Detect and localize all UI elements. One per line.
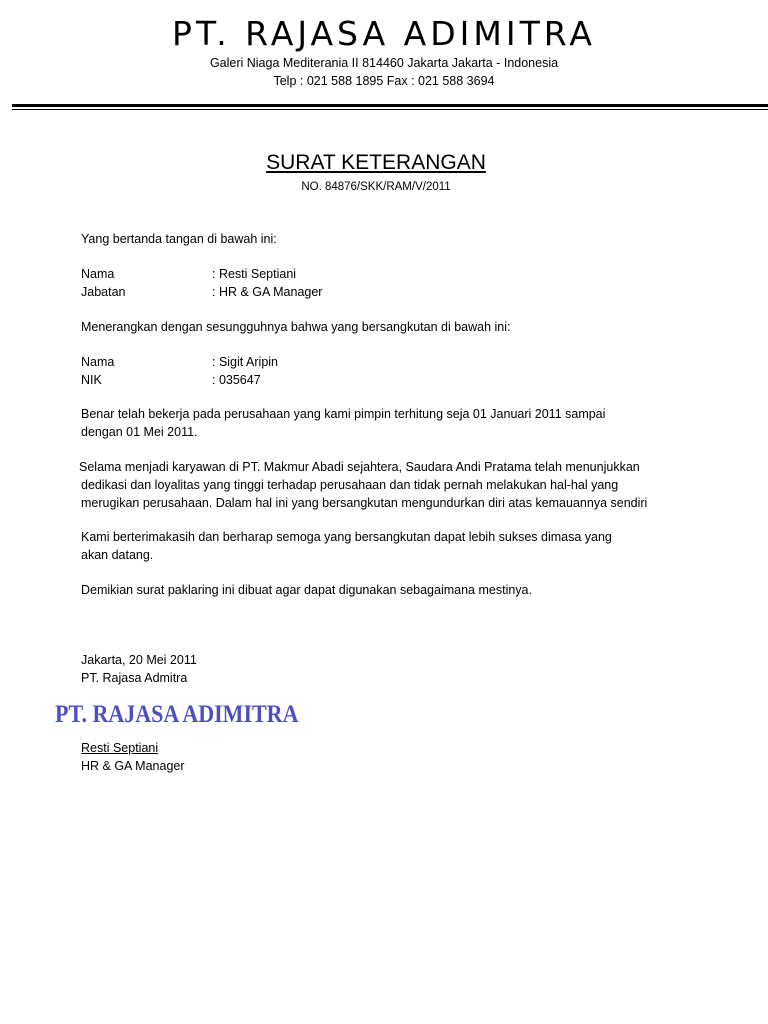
signer-name-value: : Resti Septiani: [212, 267, 297, 281]
employee-nik-label: NIK: [81, 373, 102, 387]
document-title: SURAT KETERANGAN: [266, 151, 486, 174]
paragraph-employment-line-2: dengan 01 Mei 2011.: [81, 425, 198, 439]
paragraph-dedication-line-3: merugikan perusahaan. Dalam hal ini yang bersangkutan mengundurkan diri atas kemauannya sendiri: [81, 496, 648, 510]
company-stamp: PT. RAJASA ADIMITRA: [55, 701, 299, 728]
employee-name-value: : Sigit Aripin: [212, 355, 279, 369]
paragraph-dedication-line-2: dedikasi dan loyalitas yang tinggi terhadap perusahaan dan tidak pernah melakukan hal-hal yang: [81, 478, 619, 492]
letterhead-contact: Telp : 021 588 1895 Fax : 021 588 3694: [273, 74, 495, 88]
signer-signature-name: Resti Septiani: [81, 741, 159, 755]
closing-place-date: Jakarta, 20 Mei 2011: [81, 653, 197, 667]
paragraph-thanks-line-1: Kami berterimakasih dan berharap semoga yang bersangkutan dapat lebih sukses dimasa yang: [81, 530, 612, 544]
paragraph-dedication-line-1: Selama menjadi karyawan di PT. Makmur Abadi sejahtera, Saudara Andi Pratama telah menunjukkan: [79, 460, 640, 474]
signer-position-value: : HR & GA Manager: [212, 285, 323, 299]
document-number: NO. 84876/SKK/RAM/V/2011: [301, 181, 451, 193]
intro-text: Yang bertanda tangan di bawah ini:: [81, 232, 277, 246]
letterhead-address: Galeri Niaga Mediterania II 814460 Jakarta Jakarta - Indonesia: [209, 56, 559, 70]
signer-name-label: Nama: [81, 267, 115, 281]
signer-signature-title: HR & GA Manager: [81, 759, 185, 773]
statement-text: Menerangkan dengan sesungguhnya bahwa yang bersangkutan di bawah ini:: [81, 320, 511, 334]
signer-position-label: Jabatan: [81, 285, 126, 299]
employee-nik-value: : 035647: [212, 373, 261, 387]
paragraph-employment-line-1: Benar telah bekerja pada perusahaan yang kami pimpin terhitung seja 01 Januari 2011 sampai: [81, 407, 606, 421]
closing-company: PT. Rajasa Admitra: [81, 671, 188, 685]
letterhead-company-name: PT. RAJASA ADIMITRA: [172, 14, 596, 53]
employee-name-label: Nama: [81, 355, 115, 369]
letterhead-rule-thin: [12, 109, 768, 110]
paragraph-closing: Demikian surat paklaring ini dibuat agar dapat digunakan sebagaimana mestinya.: [81, 583, 532, 597]
paragraph-thanks-line-2: akan datang.: [81, 548, 154, 562]
letterhead-rule-thick: [12, 104, 768, 107]
